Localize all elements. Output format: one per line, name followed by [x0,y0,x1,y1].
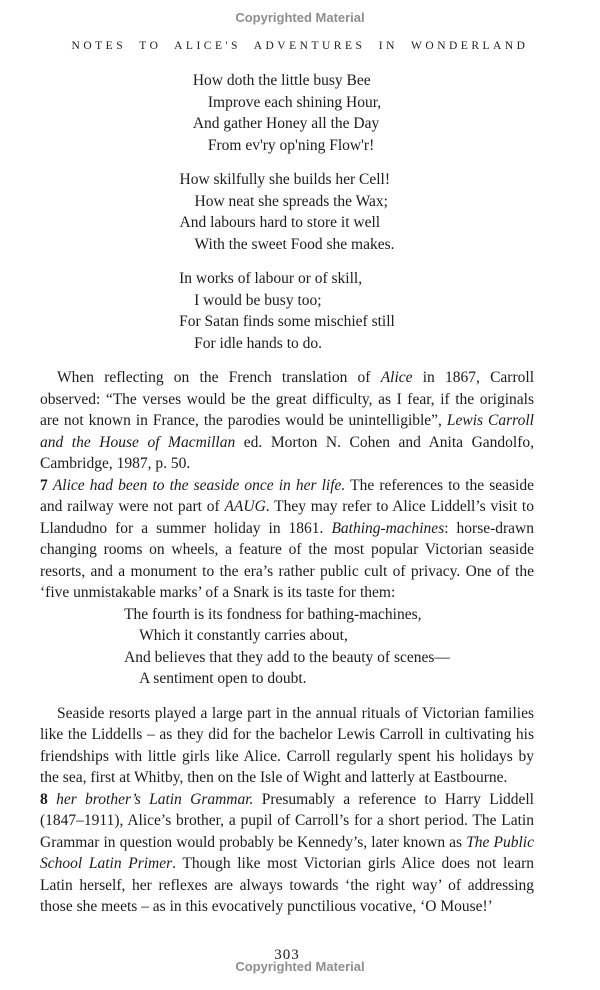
text-segment: Lewis Carroll and the House of Macmillan [40,412,534,451]
verse-stanza-wrap [40,70,534,156]
paragraph [40,789,534,918]
paragraph [40,367,534,475]
text-segment: The Public School Latin Primer [40,833,534,872]
verse-line: How skilfully she builds her Cell! [179,171,391,188]
verse-line: And gather Honey all the Day [192,115,380,132]
text-segment: . Though like most Victorian girls Alice does not learn Latin herself, her reflexes are always towards ‘the right way’ of addressing those she meets – as in this evocatively punctilious vocative, ‘O Mouse!’ [40,855,534,915]
verse-stanza-wrap [40,268,534,354]
text-segment: When reflecting on the French translation of [57,369,381,386]
text-segment: Presumably a reference to Harry Liddell (1847–1911), Alice’s brother, a pupil of Carroll’s for a short period. The Latin Grammar in question would probably be Kennedy’s, later known as [40,790,534,851]
verse-line: A sentiment open to doubt. [139,670,307,687]
copyright-notice-bottom: Copyrighted Material [235,959,365,974]
text-segment: in 1867, Carroll observed: “The verses would be the great difficulty, as I fear, if the originals are not known in France, the parodies would be unintelligible”, [40,369,534,429]
text-segment: AAUG [224,498,266,515]
verse-stanza [179,268,395,354]
paragraph [40,703,534,789]
running-header: NOTES TO ALICE'S ADVENTURES IN WONDERLAND [71,40,529,52]
verse-line: I would be busy too; [194,291,322,309]
verse-line: The fourth is its fondness for bathing-machines, [124,605,422,623]
paragraph [40,475,534,604]
text-segment: her brother’s Latin Grammar. [56,790,254,808]
verse-stanza [180,169,395,255]
text-segment: 7 [40,476,53,494]
verse-line: And labours hard to store it well [179,214,381,231]
verse-line: In works of labour or of skill, [179,270,363,287]
verse-stanza-wrap [40,169,534,255]
text-segment: The references to the seaside and railway were not part of [40,476,535,515]
page-body [40,70,534,966]
text-segment: Bathing-machines [331,519,445,537]
verse-line: With the sweet Food she makes. [194,235,395,253]
verse-stanza [193,70,381,156]
text-segment: 8 [40,790,57,808]
verse-line: For Satan finds some mischief still [179,313,395,330]
text-segment: . They may refer to Alice Liddell’s visit to Llandudno for a summer holiday in 1861. [40,498,534,537]
page-number: 303 [274,946,300,963]
text-segment: Alice [380,369,413,386]
text-segment: Seaside resorts played a large part in the annual rituals of Victorian families like the Liddells – as they did for the bachelor Lewis Carroll in cultivating his friendships with little girls like Alice. Carroll regularly spent his holidays by the sea, first at Whitby, then on the Isle of Wight and latterly at Eastbourne. [40,704,534,786]
text-segment: Alice had been to the seaside once in her life. [52,476,346,494]
text-segment: : horse-drawn changing rooms on wheels, a feature of the most popular Victorian seaside resorts, and a monument to the era’s rather public cult of privacy. One of the ‘five unmistakable marks’ of a Snark is its taste for them: [40,519,535,601]
verse-line: From ev'ry op'ning Flow'r! [207,136,375,154]
copyright-notice-top: Copyrighted Material [235,10,365,25]
verse-stanza [124,604,450,690]
verse-line: And believes that they add to the beauty of scenes— [124,648,450,666]
verse-line: For idle hands to do. [194,334,323,352]
verse-stanza-wrap [40,604,534,690]
text-segment: ed. Morton N. Cohen and Anita Gandolfo, Cambridge, 1987, p. 50. [40,433,534,472]
verse-line: Which it constantly carries about, [139,627,348,644]
verse-line: Improve each shining Hour, [207,93,382,111]
verse-line: How doth the little busy Bee [192,72,371,89]
verse-line: How neat she spreads the Wax; [194,192,388,210]
